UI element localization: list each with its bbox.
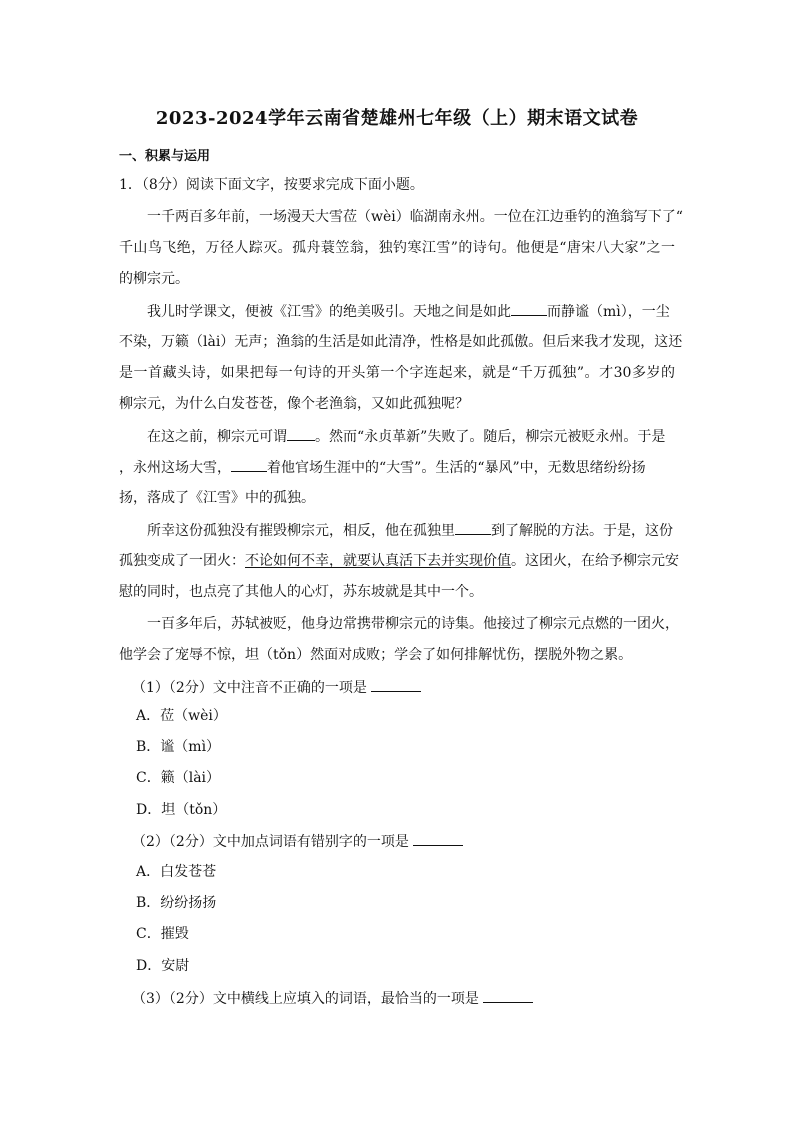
passage-line: 是一首藏头诗，如果把每一句诗的开头第一个字连起来，就是“千万孤独”。才30多岁的 xyxy=(119,365,675,381)
passage-line: 的柳宗元。 xyxy=(119,271,189,287)
passage-line: 柳宗元，为什么白发苍苍，像个老渔翁，又如此孤独呢？ xyxy=(119,396,469,412)
fill-blank xyxy=(231,457,267,472)
fill-blank xyxy=(455,520,491,535)
option-c[interactable]: C．摧毁 xyxy=(136,926,189,942)
fill-blank xyxy=(511,301,547,316)
sub-question-2 xyxy=(132,831,463,852)
sub-question-stem: （3）（2分）文中横线上应填入的词语，最恰当的一项是 xyxy=(132,991,479,1007)
passage-text: 。然而“永贞革新”失败了。随后，柳宗元被贬永州。于是 xyxy=(315,429,666,445)
passage-text: ，永州这场大雪， xyxy=(119,460,231,476)
passage-line xyxy=(147,520,675,541)
answer-blank[interactable] xyxy=(413,831,463,846)
option-c[interactable]: C．籁（lài） xyxy=(136,770,221,786)
answer-blank[interactable] xyxy=(371,677,421,692)
passage-text: 着他官场生涯中的“大雪”。生活的“暴风”中，无数思绪纷纷扬 xyxy=(267,460,646,476)
underlined-sentence: 不论如何不幸，就要认真活下去并实现价值 xyxy=(245,553,511,569)
sub-question-stem: （2）（2分）文中加点词语有错别字的一项是 xyxy=(132,834,409,850)
passage-line: 他学会了宠辱不惊，坦（tǒn）然面对成败；学会了如何排解忧伤，摆脱外物之累。 xyxy=(119,647,633,663)
passage-text: 孤独变成了一团火： xyxy=(119,553,245,569)
sub-question-1 xyxy=(132,677,421,698)
passage-line: 千山鸟飞绝，万径人踪灭。孤舟蓑笠翁，独钓寒江雪”的诗句。他便是“唐宋八大家”之一 xyxy=(119,240,675,256)
passage-line: 扬，落成了《江雪》中的孤独。 xyxy=(119,490,315,506)
question-stem: 1．（8分）阅读下面文字，按要求完成下面小题。 xyxy=(119,177,424,193)
option-d[interactable]: D．安尉 xyxy=(136,958,190,974)
passage-line xyxy=(147,301,675,322)
option-a[interactable]: A．莅（wèi） xyxy=(136,708,227,724)
passage-line: 不染，万籁（lài）无声；渔翁的生活是如此清净，性格是如此孤傲。但后来我才发现，这还 xyxy=(119,334,683,350)
passage-text: 我儿时学课文，便被《江雪》的绝美吸引。天地之间是如此 xyxy=(147,304,511,320)
option-a[interactable]: A．白发苍苍 xyxy=(136,864,217,880)
page-title: 2023-2024学年云南省楚雄州七年级（上）期末语文试卷 xyxy=(155,108,639,129)
answer-blank[interactable] xyxy=(483,988,533,1003)
section-heading: 一、积累与运用 xyxy=(119,149,211,164)
passage-text: 在这之前，柳宗元可谓 xyxy=(147,429,287,445)
passage-line xyxy=(119,457,675,478)
passage-text: 到了解脱的方法。于是，这份 xyxy=(491,523,673,539)
option-b[interactable]: B．谧（mì） xyxy=(136,739,221,755)
passage-line: 慰的同时，也点亮了其他人的心灯，苏东坡就是其中一个。 xyxy=(119,584,483,600)
passage-text: 而静谧（mì），一尘 xyxy=(547,304,670,320)
fill-blank xyxy=(287,426,315,441)
passage-line xyxy=(119,551,679,571)
sub-question-3 xyxy=(132,988,533,1009)
sub-question-stem: （1）（2分）文中注音不正确的一项是 xyxy=(132,680,367,696)
option-d[interactable]: D．坦（tǒn） xyxy=(136,802,227,818)
passage-line: 一千两百多年前，一场漫天大雪莅（wèi）临湖南永州。一位在江边垂钓的渔翁写下了“ xyxy=(147,209,683,225)
passage-line: 一百多年后，苏轼被贬，他身边常携带柳宗元的诗集。他接过了柳宗元点燃的一团火， xyxy=(147,616,679,632)
option-b[interactable]: B．纷纷扬扬 xyxy=(136,895,217,911)
passage-text: 所幸这份孤独没有摧毁柳宗元，相反，他在孤独里 xyxy=(147,523,455,539)
passage-line xyxy=(147,426,675,447)
passage-text: 。这团火，在给予柳宗元安 xyxy=(511,553,679,569)
